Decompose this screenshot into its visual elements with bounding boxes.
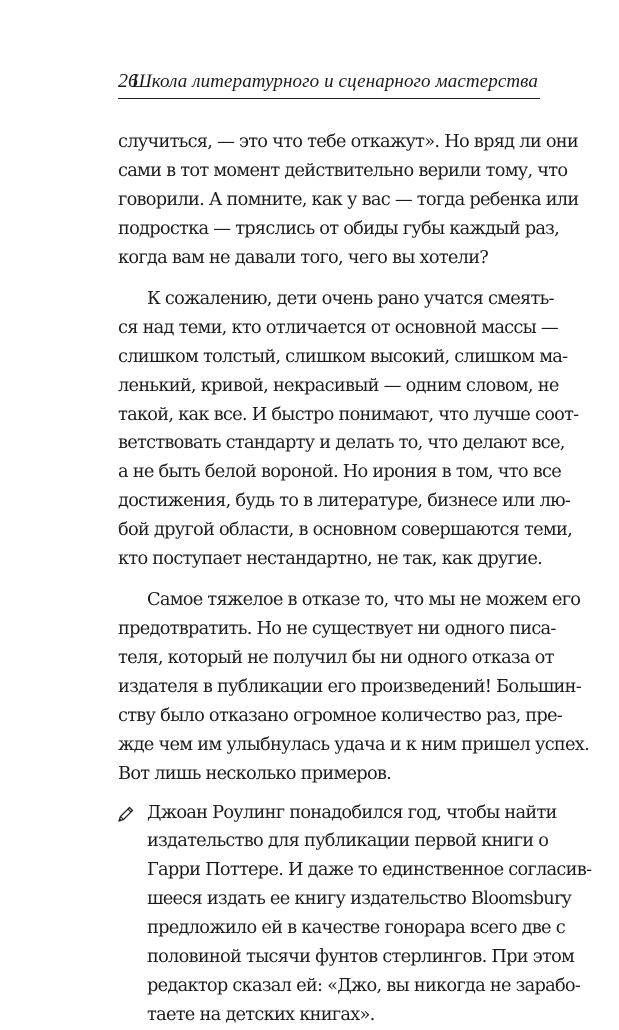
text-line: жде чем им улыбнулась удача и к ним пришел успех. — [118, 733, 589, 755]
page-header — [118, 68, 540, 99]
text-line: говорили. А помните, как у вас — тогда ребенка или — [118, 188, 579, 210]
text-line: Гарри Поттере. И даже то единственное согласив- — [147, 859, 592, 881]
text-line: подростка — тряслись от обиды губы каждый раз, — [118, 217, 560, 239]
bullet-item — [118, 799, 592, 1030]
text-line: половиной тысячи фунтов стерлингов. При этом — [147, 946, 575, 968]
text-line: ветствовать стандарту и делать то, что делают все, — [118, 432, 565, 454]
bullet-text — [118, 799, 592, 1030]
text-line: таете на детских книгах». — [147, 1003, 375, 1025]
text-line: шееся издать ее книгу издательство Bloomsbury — [147, 888, 571, 910]
text-line: К сожалению, дети очень рано учатся смеять- — [147, 287, 554, 309]
text-line: достижения, будь то в литературе, бизнесе или лю- — [118, 490, 571, 512]
text-line: редактор сказал ей: «Джо, вы никогда не зарабо- — [147, 974, 581, 996]
text-line: такой, как все. И быстро понимают, что лучше соот- — [118, 403, 579, 425]
paragraphs — [118, 128, 589, 789]
text-line: Вот лишь несколько примеров. — [118, 762, 392, 784]
page-number: 26 — [118, 70, 138, 92]
paragraph — [118, 285, 579, 574]
text-line: Самое тяжелое в отказе то, что мы не можем его — [147, 589, 581, 611]
pencil-icon — [116, 804, 136, 824]
text-line: издателя в публикации его произведений! Большин- — [118, 676, 581, 698]
paragraph-gap — [118, 272, 538, 285]
body-text — [118, 128, 592, 1030]
text-line: сами в тот момент действительно верили тому, что — [118, 159, 568, 181]
paragraph — [118, 586, 589, 788]
paragraph — [118, 128, 579, 272]
running-title: Школа литературного и сценарного мастерства — [131, 71, 538, 92]
text-line: случиться, — это что тебе откажут». Но вряд ли они — [118, 131, 578, 152]
text-line: теля, который не получил бы ни одного отказа от — [118, 647, 554, 669]
text-line: издательство для публикации первой книги о — [147, 830, 549, 852]
text-line: Джоан Роулинг понадобился год, чтобы найти — [147, 801, 557, 823]
text-line: ленький, кривой, некрасивый — одним словом, не — [118, 374, 559, 396]
text-line: предотвратить. Но не существует ни одного писа- — [118, 618, 556, 640]
text-line: а не быть белой вороной. Но ирония в том, что все — [118, 461, 561, 483]
text-line: ся над теми, кто отличается от основной массы — — [118, 316, 558, 338]
text-line: когда вам не давали того, чего вы хотели? — [118, 246, 489, 268]
text-line: бой другой области, в основном совершаются теми, — [118, 519, 572, 541]
text-line: предложило ей в качестве гонорара всего две с — [147, 917, 565, 939]
text-line: ству было отказано огромное количество раз, пре- — [118, 704, 563, 726]
text-line: кто поступает нестандартно, не так, как другие. — [118, 547, 543, 569]
text-line: слишком толстый, слишком высокий, слишком ма- — [118, 345, 568, 367]
paragraph-gap — [118, 574, 538, 587]
